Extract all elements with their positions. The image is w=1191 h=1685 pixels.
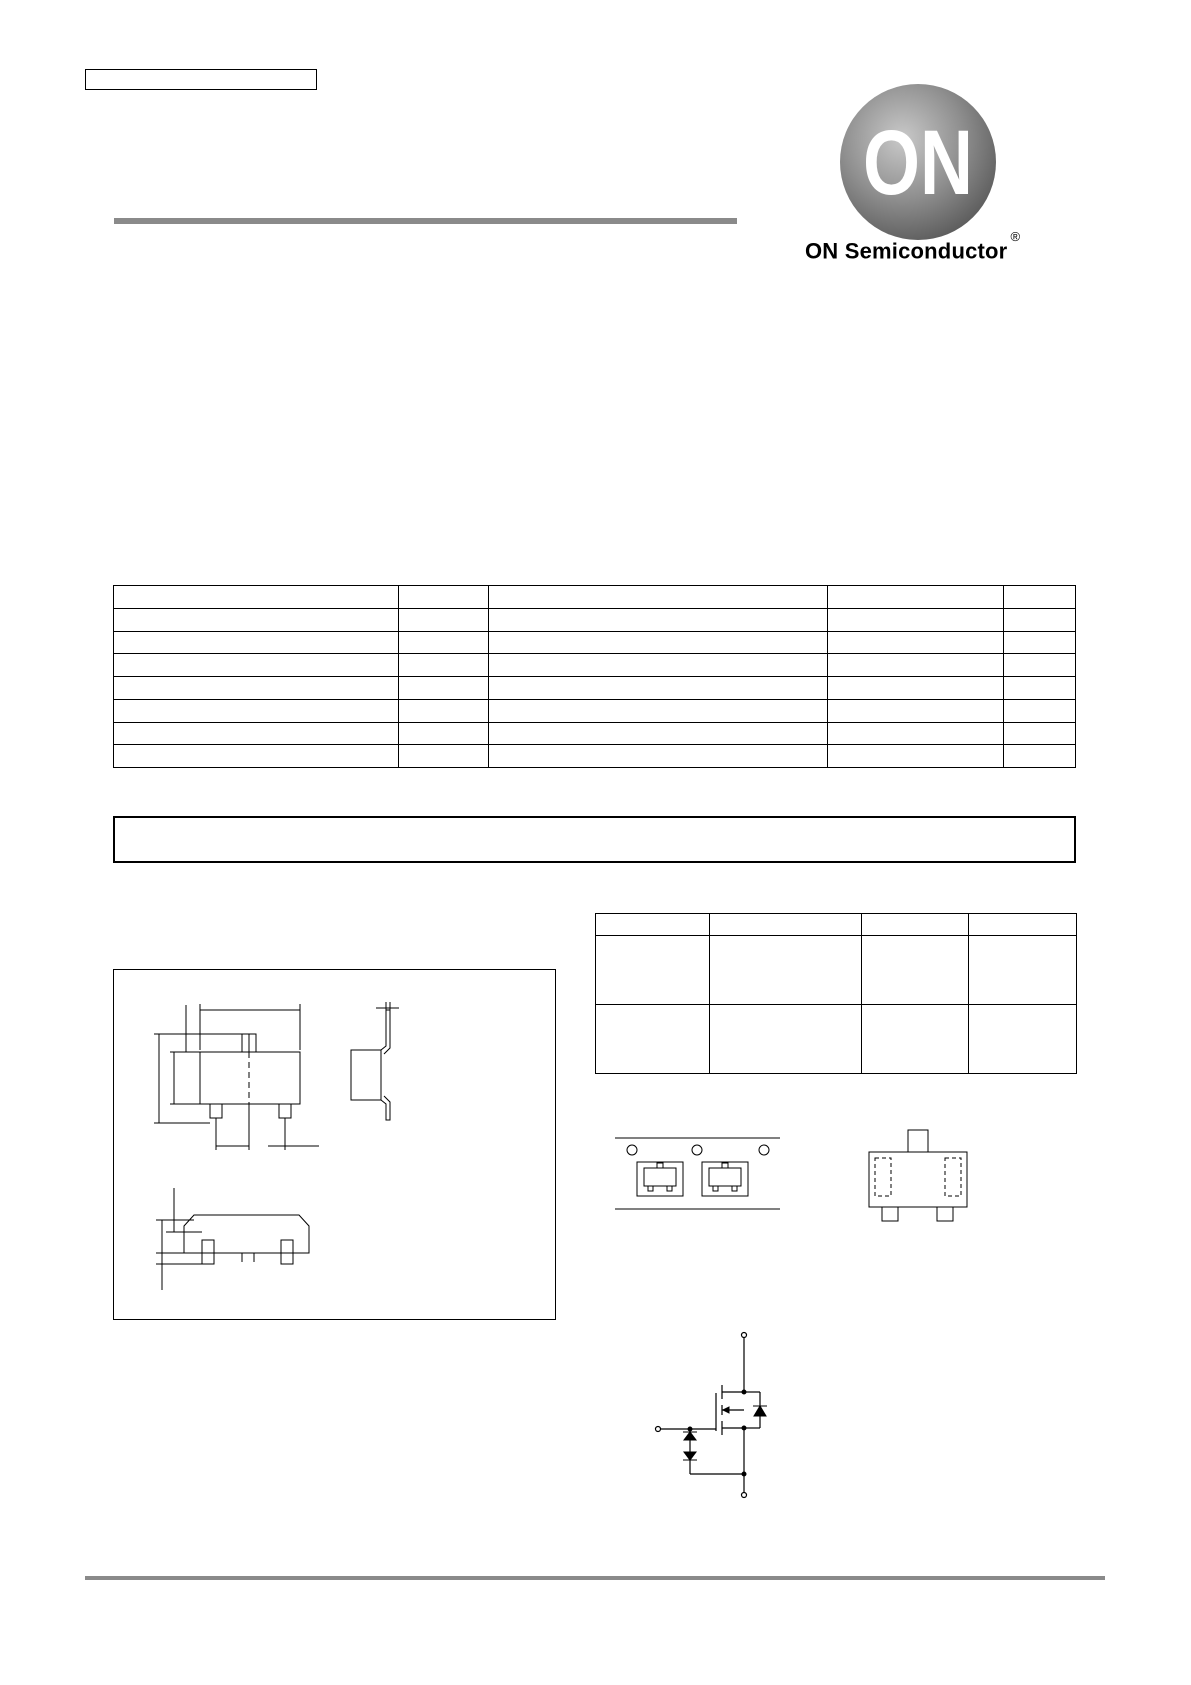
ratings-cell: [1004, 586, 1076, 609]
part-number-box: [85, 69, 317, 90]
ratings-cell: [398, 586, 488, 609]
ratings-cell: [1004, 677, 1076, 700]
package-top-body: [200, 1052, 300, 1104]
junction-dot: [742, 1426, 746, 1430]
ratings-cell: [398, 699, 488, 722]
ratings-cell: [828, 699, 1004, 722]
ratings-cell: [1004, 608, 1076, 631]
ratings-cell: [398, 631, 488, 654]
pin-assignment-figure: [865, 1128, 985, 1223]
ratings-cell: [114, 608, 399, 631]
ordering-table: [595, 913, 1077, 1074]
ratings-cell: [398, 745, 488, 768]
channel-arrow: [723, 1407, 729, 1413]
pocket-device: [644, 1168, 676, 1186]
drain-terminal: [742, 1333, 747, 1338]
ratings-row: [114, 699, 1076, 722]
bottom-lead-right: [279, 1104, 291, 1118]
equivalent-circuit: [650, 1330, 800, 1500]
ratings-cell: [828, 631, 1004, 654]
zener-diode-upper: [684, 1432, 696, 1440]
brand-name-text: ON Semiconductor: [805, 238, 1008, 264]
package-drawing: [114, 970, 557, 1321]
pin-lead-top: [908, 1130, 928, 1152]
footer-rule: [85, 1576, 1105, 1580]
ratings-row: [114, 745, 1076, 768]
ratings-cell: [488, 654, 828, 677]
ratings-cell: [398, 608, 488, 631]
package-side-body: [351, 1050, 381, 1100]
junction-dot: [742, 1390, 746, 1394]
ratings-cell: [114, 631, 399, 654]
source-terminal: [742, 1493, 747, 1498]
package-end-body: [184, 1215, 309, 1253]
ratings-cell: [114, 586, 399, 609]
ratings-row: [114, 631, 1076, 654]
body-diode: [754, 1406, 766, 1416]
junction-dot: [742, 1472, 746, 1476]
pin-package-body: [869, 1152, 967, 1207]
ratings-header-row: [114, 586, 1076, 609]
ratings-cell: [114, 745, 399, 768]
bottom-lead-left: [210, 1104, 222, 1118]
ratings-cell: [1004, 654, 1076, 677]
package-dimensions-figure: [113, 969, 556, 1320]
tape-orientation-figure: [615, 1135, 780, 1215]
ordering-row: [596, 1005, 1077, 1074]
title-rule: [114, 218, 737, 224]
side-lead: [381, 1010, 390, 1120]
end-lead-right: [281, 1240, 293, 1264]
ratings-row: [114, 608, 1076, 631]
pin-lead-bottom-left: [882, 1207, 898, 1221]
note-box: [113, 816, 1076, 863]
ordering-header-row: [596, 914, 1077, 936]
ratings-cell: [488, 608, 828, 631]
sprocket-hole: [759, 1145, 769, 1155]
gate-terminal: [656, 1427, 661, 1432]
ratings-cell: [114, 722, 399, 745]
ratings-cell: [828, 586, 1004, 609]
ratings-cell: [828, 654, 1004, 677]
ratings-cell: [1004, 631, 1076, 654]
registered-mark: ®: [1010, 229, 1021, 244]
ratings-cell: [1004, 699, 1076, 722]
ratings-cell: [488, 722, 828, 745]
zener-diode-lower: [684, 1452, 696, 1460]
ratings-cell: [488, 699, 828, 722]
logo-letters: ON: [863, 112, 973, 214]
ratings-cell: [828, 722, 1004, 745]
ratings-cell: [488, 677, 828, 700]
ratings-cell: [1004, 722, 1076, 745]
ratings-cell: [488, 631, 828, 654]
ratings-row: [114, 677, 1076, 700]
junction-dot: [688, 1427, 692, 1431]
sprocket-hole: [692, 1145, 702, 1155]
pocket-device: [709, 1168, 741, 1186]
ratings-cell: [398, 677, 488, 700]
brand-name: [805, 229, 1065, 270]
ratings-cell: [828, 677, 1004, 700]
on-semiconductor-logo: [838, 82, 998, 242]
pin-lead-bottom-right: [937, 1207, 953, 1221]
ratings-cell: [488, 745, 828, 768]
ratings-row: [114, 654, 1076, 677]
ratings-cell: [114, 699, 399, 722]
ratings-cell: [828, 608, 1004, 631]
ratings-cell: [398, 722, 488, 745]
ratings-row: [114, 722, 1076, 745]
ratings-cell: [114, 654, 399, 677]
ratings-cell: [488, 586, 828, 609]
end-lead-left: [202, 1240, 214, 1264]
ratings-cell: [828, 745, 1004, 768]
ratings-cell: [1004, 745, 1076, 768]
ratings-cell: [398, 654, 488, 677]
ratings-table: [113, 585, 1076, 768]
ordering-row: [596, 936, 1077, 1005]
sprocket-hole: [627, 1145, 637, 1155]
ratings-cell: [114, 677, 399, 700]
